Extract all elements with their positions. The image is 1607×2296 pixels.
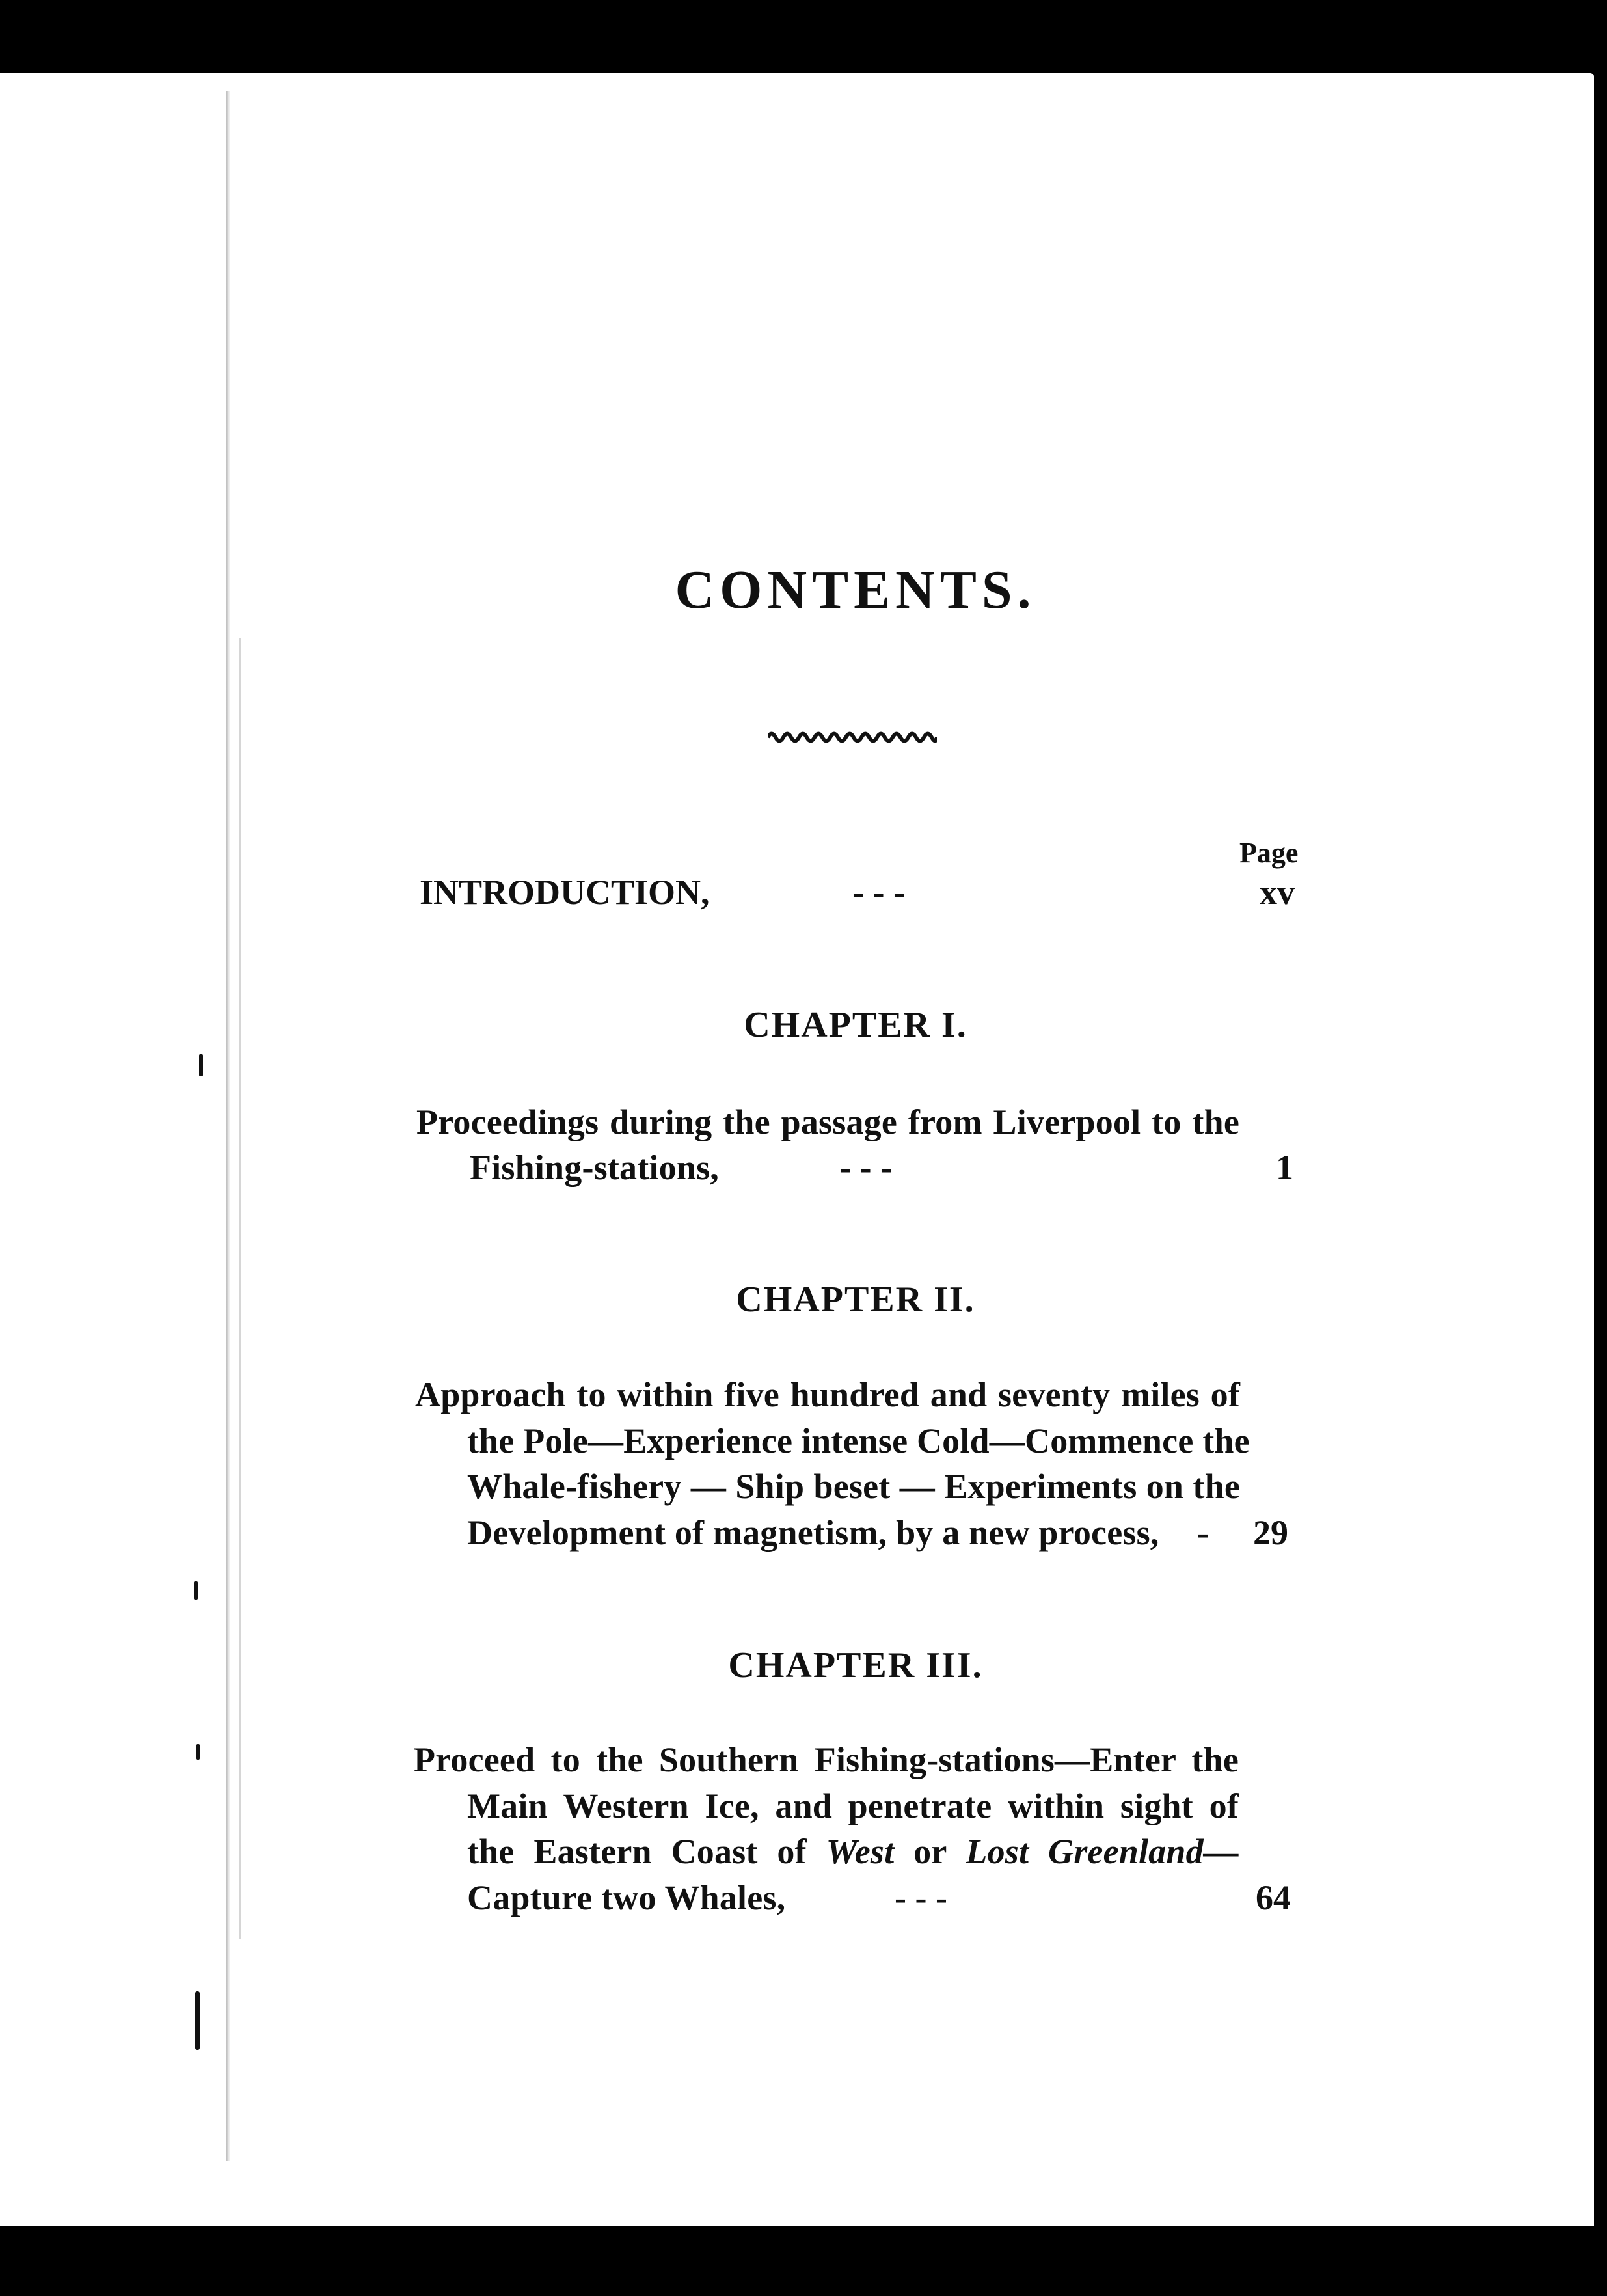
toc-entry-line: Main Western Ice, and penetrate within sight of [467, 1786, 1239, 1825]
dot-leaders: - [1197, 1513, 1209, 1552]
toc-entry-line: Development of magnetism, by a new process, [467, 1513, 1159, 1552]
toc-entry-line: Capture two Whales, [467, 1878, 786, 1917]
toc-entry-line: the Pole—Experience intense Cold—Commence the [467, 1421, 1250, 1460]
toc-entry-label: INTRODUCTION, [420, 873, 710, 912]
binding-mark [195, 1991, 200, 2050]
chapter-heading: CHAPTER III. [728, 1645, 983, 1686]
toc-entry-connector: or [913, 1832, 947, 1871]
dot-leaders: - - - [895, 1878, 947, 1917]
ornamental-rule [768, 728, 937, 747]
toc-entry-line: Proceedings during the passage from Liverpool to the [416, 1102, 1239, 1141]
toc-entry-line-text: the Eastern Coast of [467, 1832, 807, 1871]
page-title: CONTENTS. [675, 560, 1036, 620]
toc-entry-introduction [420, 872, 710, 912]
toc-page-number: 29 [1253, 1513, 1288, 1552]
dot-leaders: - - - [839, 1148, 892, 1187]
toc-entry-line: Proceed to the Southern Fishing-stations—Enter the [414, 1740, 1239, 1779]
chapter-heading: CHAPTER II. [736, 1279, 975, 1320]
toc-entry-line: Whale-fishery — Ship beset — Experiments on the [467, 1467, 1240, 1506]
toc-page-number: xv [1260, 873, 1295, 912]
toc-entry-line: Approach to within five hundred and seventy miles of [415, 1375, 1240, 1414]
toc-entry-italic: Lost Greenland— [966, 1832, 1239, 1871]
dot-leaders: - - - [852, 873, 905, 912]
binding-mark [199, 1054, 203, 1076]
binding-gutter [226, 91, 230, 2161]
page-column-heading: Page [1239, 837, 1299, 869]
toc-page-number: 64 [1256, 1878, 1291, 1917]
binding-mark [196, 1744, 200, 1760]
binding-mark [194, 1581, 198, 1600]
scan-border-bottom [0, 2226, 1607, 2296]
toc-entry-line [467, 1831, 1239, 1872]
toc-entry-italic: West [826, 1832, 895, 1871]
toc-page-number: 1 [1276, 1148, 1293, 1187]
toc-entry-line: Fishing-stations, [470, 1148, 719, 1187]
chapter-heading: CHAPTER I. [744, 1005, 967, 1045]
